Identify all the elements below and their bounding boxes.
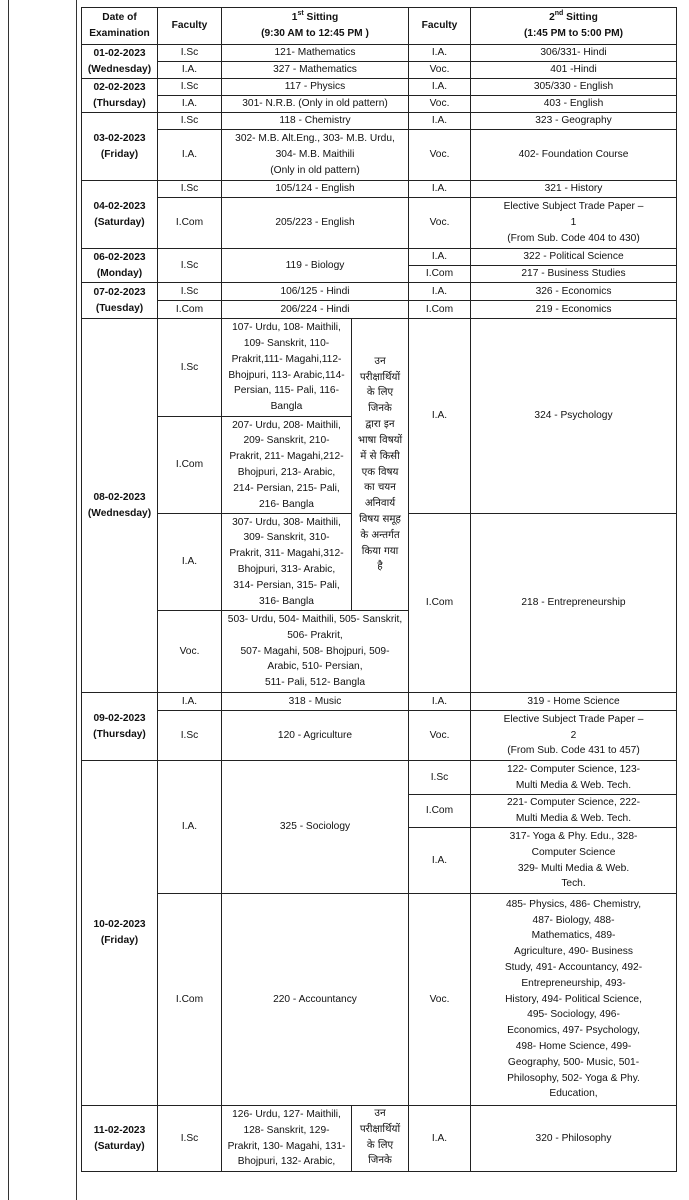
subject-cell: 503- Urdu, 504- Maithili, 505- Sanskrit, 506- Prakrit, 507- Magahi, 508- Bhojpuri, 509- Arabic, 510- Persian, 511- Pali, 512- Bangla: [222, 611, 409, 693]
faculty-cell: Voc.: [409, 894, 471, 1106]
exam-date-cell: [82, 319, 158, 693]
faculty-cell: I.A.: [158, 693, 222, 711]
faculty-cell: I.Sc: [158, 45, 222, 62]
subject-cell: 119 - Biology: [222, 249, 409, 283]
subject-cell: 327 - Mathematics: [222, 62, 409, 79]
faculty-cell: I.Sc: [158, 79, 222, 96]
table-row: [82, 79, 677, 96]
table-row: [82, 113, 677, 130]
page-left-rule: [8, 0, 9, 1200]
exam-date-cell: [82, 113, 158, 181]
subject-cell: 121- Mathematics: [222, 45, 409, 62]
subject-cell: 305/330 - English: [471, 79, 677, 96]
exam-day: (Friday): [100, 935, 139, 946]
exam-day: (Saturday): [94, 216, 145, 228]
subject-cell: 118 - Chemistry: [222, 113, 409, 130]
subject-cell: 217 - Business Studies: [471, 266, 677, 283]
faculty-cell: I.Sc: [158, 1106, 222, 1172]
subject-cell: 403 - English: [471, 96, 677, 113]
faculty-column-header: Faculty: [158, 8, 222, 45]
table-row: [82, 198, 677, 249]
exam-date: 11-02-2023: [93, 1124, 146, 1136]
table-row: [82, 761, 677, 795]
exam-date-cell: [82, 283, 158, 319]
exam-date: 10-02-2023: [93, 919, 146, 931]
exam-day: (Wednesday): [87, 507, 152, 519]
subject-cell: 319 - Home Science: [471, 693, 677, 711]
subject-cell: 322 - Political Science: [471, 249, 677, 266]
faculty-cell: I.Com: [409, 795, 471, 828]
exam-day: (Thursday): [93, 728, 146, 740]
exam-schedule-table: [81, 7, 677, 1172]
table-row: [82, 283, 677, 301]
faculty-cell: I.Com: [158, 301, 222, 319]
second-sitting-label: Sitting: [563, 12, 598, 24]
faculty-cell: I.Com: [158, 894, 222, 1106]
faculty-cell: I.Com: [158, 198, 222, 249]
exam-date-cell: [82, 79, 158, 113]
second-sitting-header: [471, 8, 677, 45]
exam-date: 07-02-2023: [93, 286, 146, 298]
exam-date-cell: [82, 761, 158, 1106]
faculty-cell: I.Sc: [158, 113, 222, 130]
faculty-cell: I.Com: [409, 301, 471, 319]
subject-cell: 206/224 - Hindi: [222, 301, 409, 319]
table-row: [82, 319, 677, 417]
subject-cell: 122- Computer Science, 123- Multi Media & Web. Tech.: [471, 761, 677, 795]
faculty-cell: I.Sc: [158, 283, 222, 301]
second-sitting-suffix: nd: [554, 10, 564, 18]
subject-cell: 106/125 - Hindi: [222, 283, 409, 301]
exam-date: 04-02-2023: [93, 200, 146, 212]
subject-cell: 326 - Economics: [471, 283, 677, 301]
first-sitting-suffix: st: [297, 10, 304, 18]
exam-date-cell: [82, 693, 158, 761]
faculty-cell: I.Com: [409, 514, 471, 693]
subject-cell: 324 - Psychology: [471, 319, 677, 514]
table-row: [82, 301, 677, 319]
subject-cell: 485- Physics, 486- Chemistry, 487- Biology, 488- Mathematics, 489- Agriculture, 490- Business Study, 491- Accountancy, 492- Entrepreneurship, 493- History, 494- Political Science, 495- Sociology, 496- Economics, 497- Psychology, 498- Home Science, 499- Geography, 500- Music, 501- Philosophy, 502- Yoga & Phy. Education,: [471, 894, 677, 1106]
table-row: [82, 894, 677, 1106]
language-note-cell: उन परीक्षार्थियों के लिए जिनके: [352, 1106, 409, 1172]
table-row: [82, 96, 677, 113]
subject-cell: 401 -Hindi: [471, 62, 677, 79]
first-sitting-label: Sitting: [303, 12, 339, 24]
faculty-cell: I.A.: [158, 130, 222, 181]
faculty-cell: I.Sc: [158, 249, 222, 283]
second-sitting-time: (1:45 PM to 5:00 PM): [523, 28, 624, 39]
faculty-cell: I.A.: [158, 514, 222, 611]
exam-date-cell: [82, 45, 158, 79]
subject-cell: 117 - Physics: [222, 79, 409, 96]
faculty-cell: Voc.: [409, 96, 471, 113]
faculty-cell: I.Com: [409, 266, 471, 283]
table-row: [82, 45, 677, 62]
subject-cell: 126- Urdu, 127- Maithili, 128- Sanskrit, 129- Prakrit, 130- Magahi, 131- Bhojpuri, 132- Arabic,: [222, 1106, 352, 1172]
subject-cell: 219 - Economics: [471, 301, 677, 319]
language-note-cell: उन परीक्षार्थियों के लिए जिनके द्वारा इन भाषा विषयों में से किसी एक विषय का चयन अनिवार्य विषय समूह के अन्तर्गत किया गया है: [352, 319, 409, 611]
date-column-header: Date of Examination: [82, 8, 158, 45]
subject-cell: 220 - Accountancy: [222, 894, 409, 1106]
faculty-cell: I.Com: [158, 417, 222, 514]
faculty-cell: I.Sc: [158, 181, 222, 198]
table-row: [82, 249, 677, 266]
first-sitting-header: [222, 8, 409, 45]
subject-cell: 221- Computer Science, 222- Multi Media & Web. Tech.: [471, 795, 677, 828]
exam-date-cell: [82, 181, 158, 249]
exam-date: 03-02-2023: [93, 132, 146, 144]
exam-day: (Tuesday): [95, 302, 144, 314]
table-row: [82, 693, 677, 711]
exam-date-cell: [82, 1106, 158, 1172]
subject-cell: 120 - Agriculture: [222, 711, 409, 761]
table-row: [82, 181, 677, 198]
faculty-cell: I.A.: [409, 79, 471, 96]
faculty-cell: Voc.: [409, 62, 471, 79]
subject-cell: 218 - Entrepreneurship: [471, 514, 677, 693]
subject-cell: Elective Subject Trade Paper – 2 (From Sub. Code 431 to 457): [471, 711, 677, 761]
subject-cell: 301- N.R.B. (Only in old pattern): [222, 96, 409, 113]
faculty-column-header-2: Faculty: [409, 8, 471, 45]
table-row: [82, 711, 677, 761]
header-row: [82, 8, 677, 45]
exam-day: (Saturday): [94, 1140, 145, 1152]
table-row: [82, 130, 677, 181]
subject-cell: 105/124 - English: [222, 181, 409, 198]
first-sitting-ordinal: 1: [291, 12, 298, 24]
exam-date-cell: [82, 249, 158, 283]
subject-cell: 207- Urdu, 208- Maithili, 209- Sanskrit, 210- Prakrit, 211- Magahi,212- Bhojpuri, 213- Arabic, 214- Persian, 215- Pali, 216- Bangla: [222, 417, 352, 514]
exam-day: (Monday): [96, 267, 143, 279]
faculty-cell: Voc.: [409, 130, 471, 181]
faculty-cell: I.A.: [409, 249, 471, 266]
faculty-cell: I.A.: [409, 1106, 471, 1172]
faculty-cell: Voc.: [158, 611, 222, 693]
first-sitting-time: (9:30 AM to 12:45 PM ): [261, 28, 369, 39]
subject-cell: 320 - Philosophy: [471, 1106, 677, 1172]
subject-cell: 402- Foundation Course: [471, 130, 677, 181]
faculty-cell: I.Sc: [158, 319, 222, 417]
exam-date: 02-02-2023: [93, 81, 146, 93]
faculty-cell: I.Sc: [158, 711, 222, 761]
faculty-cell: Voc.: [409, 711, 471, 761]
table-row: [82, 62, 677, 79]
subject-cell: 317- Yoga & Phy. Edu., 328- Computer Science 329- Multi Media & Web. Tech.: [471, 828, 677, 894]
subject-cell: 205/223 - English: [222, 198, 409, 249]
exam-day: (Thursday): [93, 97, 146, 109]
exam-date: 06-02-2023: [93, 251, 146, 263]
faculty-cell: I.A.: [409, 45, 471, 62]
subject-cell: 323 - Geography: [471, 113, 677, 130]
subject-cell: 307- Urdu, 308- Maithili, 309- Sanskrit, 310- Prakrit, 311- Magahi,312- Bhojpuri, 313- Arabic, 314- Persian, 315- Pali, 316- Bangla: [222, 514, 352, 611]
faculty-cell: Voc.: [409, 198, 471, 249]
faculty-cell: I.A.: [409, 113, 471, 130]
second-sitting-ordinal: 2: [549, 12, 555, 24]
subject-cell: 325 - Sociology: [222, 761, 409, 894]
subject-cell: 302- M.B. Alt.Eng., 303- M.B. Urdu, 304- M.B. Maithili (Only in old pattern): [222, 130, 409, 181]
exam-date: 08-02-2023: [93, 491, 146, 503]
exam-date: 01-02-2023: [93, 47, 146, 59]
faculty-cell: I.A.: [409, 181, 471, 198]
subject-cell: 321 - History: [471, 181, 677, 198]
faculty-cell: I.A.: [409, 283, 471, 301]
faculty-cell: I.A.: [158, 761, 222, 894]
page-margin-rule: [76, 0, 77, 1200]
subject-cell: 306/331- Hindi: [471, 45, 677, 62]
exam-date: 09-02-2023: [93, 712, 146, 724]
table-row: [82, 1106, 677, 1172]
exam-day: (Friday): [100, 148, 139, 160]
faculty-cell: I.Sc: [409, 761, 471, 795]
exam-day: (Wednesday): [87, 63, 152, 75]
faculty-cell: I.A.: [409, 319, 471, 514]
subject-cell: 107- Urdu, 108- Maithili, 109- Sanskrit, 110- Prakrit,111- Magahi,112- Bhojpuri, 113- Arabic,114- Persian, 115- Pali, 116- Bangla: [222, 319, 352, 417]
subject-cell: 318 - Music: [222, 693, 409, 711]
faculty-cell: I.A.: [158, 96, 222, 113]
subject-cell: Elective Subject Trade Paper – 1 (From Sub. Code 404 to 430): [471, 198, 677, 249]
faculty-cell: I.A.: [158, 62, 222, 79]
faculty-cell: I.A.: [409, 693, 471, 711]
faculty-cell: I.A.: [409, 828, 471, 894]
